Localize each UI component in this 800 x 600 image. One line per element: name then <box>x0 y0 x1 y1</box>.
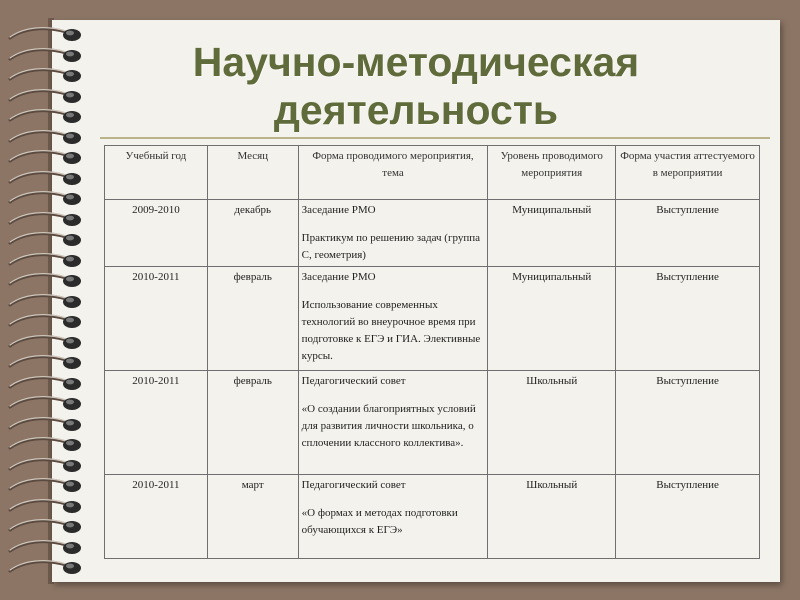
table-header-row <box>105 146 760 200</box>
event-title: Заседание РМО <box>301 204 376 216</box>
header-month: Месяц <box>207 146 298 200</box>
spiral-ring-icon <box>6 209 84 231</box>
cell-year: 2009-2010 <box>105 200 208 267</box>
table-row <box>105 267 760 371</box>
cell-level: Муниципальный <box>488 267 616 371</box>
header-year: Учебный год <box>105 146 208 200</box>
header-event: Форма проводимого мероприятия, тема <box>298 146 488 200</box>
cell-participation: Выступление <box>616 267 760 371</box>
table-row <box>105 200 760 267</box>
spiral-ring-icon <box>6 250 84 272</box>
spiral-ring-icon <box>6 332 84 354</box>
table-row <box>105 371 760 475</box>
event-title: Заседание РМО <box>301 271 376 283</box>
cell-participation: Выступление <box>616 475 760 559</box>
event-title: Педагогический совет <box>301 479 406 491</box>
spiral-ring-icon <box>6 393 84 415</box>
title-divider <box>100 137 770 139</box>
spiral-ring-icon <box>6 455 84 477</box>
table-row <box>105 475 760 559</box>
spiral-ring-icon <box>6 557 84 579</box>
cell-event <box>298 200 488 267</box>
spiral-ring-icon <box>6 414 84 436</box>
spiral-ring-icon <box>6 270 84 292</box>
spiral-ring-icon <box>6 147 84 169</box>
title-line-1: Научно-методическая <box>192 39 640 85</box>
page-title <box>52 38 780 134</box>
title-line-2: деятельность <box>273 87 559 133</box>
event-description: «О создании благоприятных условий для развития личности школьника, о сплочении классного коллектива». <box>301 403 476 449</box>
spiral-ring-icon <box>6 229 84 251</box>
spiral-ring-icon <box>6 516 84 538</box>
spiral-ring-icon <box>6 188 84 210</box>
header-participation: Форма участия аттестуемого в мероприятии <box>616 146 760 200</box>
cell-month: февраль <box>207 371 298 475</box>
cell-year: 2010-2011 <box>105 371 208 475</box>
cell-year: 2010-2011 <box>105 267 208 371</box>
spiral-ring-icon <box>6 311 84 333</box>
cell-participation: Выступление <box>616 200 760 267</box>
event-description: Использование современных технологий во внеурочное время при подготовке к ЕГЭ и ГИА. Элективные курсы. <box>301 299 481 362</box>
cell-level: Школьный <box>488 475 616 559</box>
cell-year: 2010-2011 <box>105 475 208 559</box>
cell-event <box>298 371 488 475</box>
event-description: «О формах и методах подготовки обучающихся к ЕГЭ» <box>301 507 458 536</box>
event-title: Педагогический совет <box>301 375 406 387</box>
spiral-ring-icon <box>6 373 84 395</box>
spiral-ring-icon <box>6 475 84 497</box>
cell-event <box>298 475 488 559</box>
cell-month: декабрь <box>207 200 298 267</box>
header-level: Уровень проводимого мероприятия <box>488 146 616 200</box>
event-description: Практикум по решению задач (группа С, геометрия) <box>301 232 480 261</box>
cell-month: февраль <box>207 267 298 371</box>
cell-level: Муниципальный <box>488 200 616 267</box>
spiral-ring-icon <box>6 291 84 313</box>
cell-participation: Выступление <box>616 371 760 475</box>
activity-table <box>104 145 760 559</box>
cell-level: Школьный <box>488 371 616 475</box>
cell-event <box>298 267 488 371</box>
spiral-ring-icon <box>6 352 84 374</box>
spiral-ring-icon <box>6 434 84 456</box>
spiral-ring-icon <box>6 537 84 559</box>
cell-month: март <box>207 475 298 559</box>
spiral-ring-icon <box>6 168 84 190</box>
spiral-ring-icon <box>6 496 84 518</box>
